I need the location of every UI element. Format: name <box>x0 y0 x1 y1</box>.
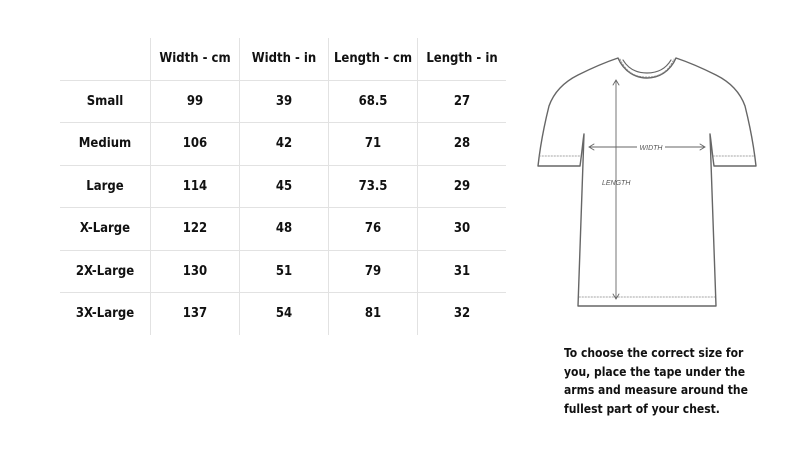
table-cell: 29 <box>418 165 507 208</box>
table-cell: 42 <box>240 123 329 166</box>
column-header: Length - in <box>418 38 507 80</box>
table-cell: 39 <box>240 80 329 123</box>
table-cell: 31 <box>418 250 507 293</box>
size-label: 2X-Large <box>60 250 151 293</box>
table-row <box>60 80 506 123</box>
tshirt-diagram <box>534 44 758 318</box>
table-row <box>60 250 506 293</box>
table-cell: 71 <box>329 123 418 166</box>
size-label: Medium <box>60 123 151 166</box>
table-row <box>60 208 506 251</box>
table-cell: 81 <box>329 293 418 335</box>
table-cell: 45 <box>240 165 329 208</box>
size-chart-table <box>60 38 506 335</box>
table-cell: 54 <box>240 293 329 335</box>
table-header-row <box>60 38 506 80</box>
table-row <box>60 123 506 166</box>
table-cell: 106 <box>151 123 240 166</box>
table-cell: 51 <box>240 250 329 293</box>
table-cell: 114 <box>151 165 240 208</box>
column-header: Width - cm <box>151 38 240 80</box>
column-header: Width - in <box>240 38 329 80</box>
table-cell: 99 <box>151 80 240 123</box>
table-cell: 32 <box>418 293 507 335</box>
table-row <box>60 165 506 208</box>
table-cell: 122 <box>151 208 240 251</box>
table-row <box>60 293 506 335</box>
table-cell: 76 <box>329 208 418 251</box>
table-cell: 28 <box>418 123 507 166</box>
column-header <box>60 38 151 80</box>
size-label: Small <box>60 80 151 123</box>
table-cell: 68.5 <box>329 80 418 123</box>
width-label: WIDTH <box>639 145 663 152</box>
size-label: X-Large <box>60 208 151 251</box>
table-cell: 73.5 <box>329 165 418 208</box>
column-header: Length - cm <box>329 38 418 80</box>
table-cell: 27 <box>418 80 507 123</box>
collar-inner-line <box>623 60 671 73</box>
table-cell: 30 <box>418 208 507 251</box>
collar-stitch-line <box>620 59 674 77</box>
length-label: LENGTH <box>602 180 631 187</box>
tshirt-outline-icon <box>538 58 756 306</box>
sizing-instructions: To choose the correct size for you, place the tape under the arms and measure around the fullest part of your chest. <box>564 346 748 416</box>
size-label: Large <box>60 165 151 208</box>
table-cell: 79 <box>329 250 418 293</box>
table-cell: 130 <box>151 250 240 293</box>
size-label: 3X-Large <box>75 306 135 322</box>
table-cell: 137 <box>151 293 240 335</box>
table-cell: 48 <box>240 208 329 251</box>
